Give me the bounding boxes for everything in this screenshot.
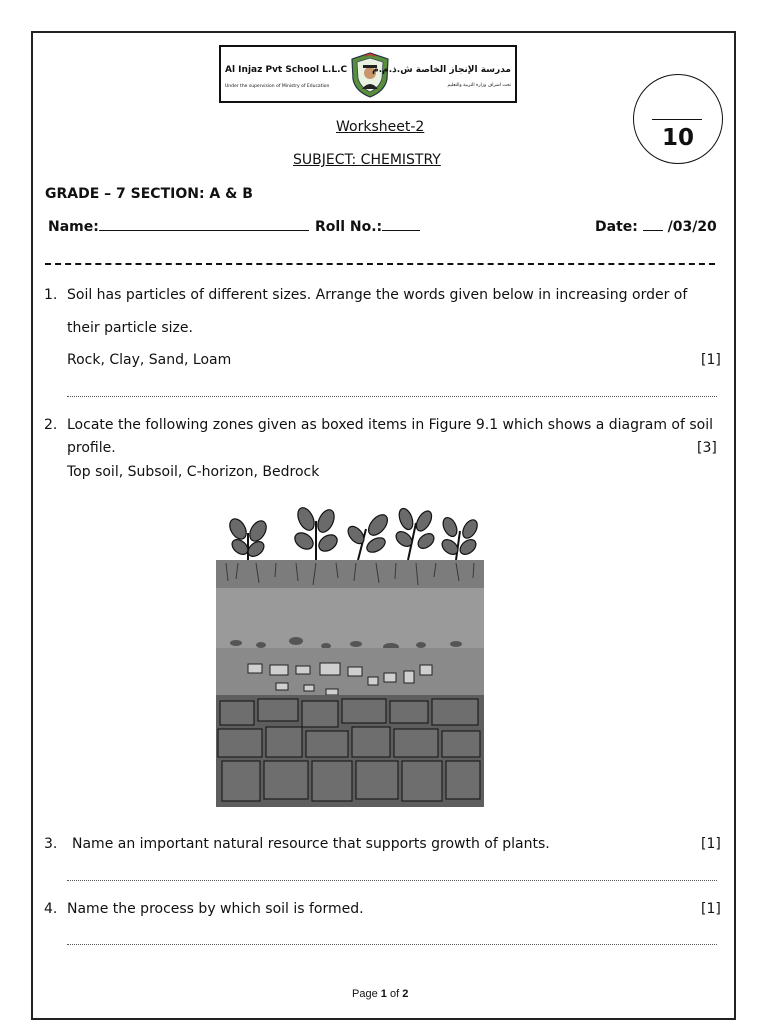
grade-section: GRADE – 7 SECTION: A & B: [45, 186, 253, 202]
q4-answer-line[interactable]: [67, 944, 717, 945]
q4-text: Name the process by which soil is formed.: [67, 901, 364, 917]
score-blank-line: [652, 119, 702, 120]
q2-number: 2.: [44, 417, 58, 433]
school-name-en: Al Injaz Pvt School L.L.C: [225, 65, 348, 75]
subject-title: SUBJECT: CHEMISTRY: [293, 152, 441, 168]
roll-row: [315, 219, 420, 235]
q2-text-line2: profile.: [67, 440, 116, 456]
q1-text-line2: their particle size.: [67, 320, 193, 336]
school-logo-banner: [219, 45, 517, 103]
score-circle: [633, 74, 723, 164]
q3-number: 3.: [44, 836, 58, 852]
subsoil-layer: [216, 588, 484, 648]
school-subtitle-ar: تحت اشراف وزارة التربية والتعليم: [447, 83, 511, 88]
q1-text-line1: Soil has particles of different sizes. Arrange the words given below in increasing order of: [67, 287, 688, 303]
page-current: 1: [380, 988, 387, 1000]
page-of: of: [389, 988, 400, 1000]
date-row: [595, 219, 717, 235]
q3-marks: [1]: [701, 836, 721, 852]
page-total: 2: [402, 988, 409, 1000]
q1-options: Rock, Clay, Sand, Loam: [67, 352, 232, 368]
q2-text-line1: Locate the following zones given as boxed items in Figure 9.1 which shows a diagram of soil: [67, 417, 713, 433]
name-label: Name:: [48, 219, 99, 235]
q4-marks: [1]: [701, 901, 721, 917]
date-day-field[interactable]: [643, 230, 663, 231]
date-label: Date:: [595, 219, 638, 235]
q3-text: Name an important natural resource that supports growth of plants.: [72, 836, 550, 852]
date-value: /03/20: [667, 219, 717, 235]
name-field[interactable]: [99, 230, 309, 231]
score-total: 10: [661, 125, 694, 151]
school-name-ar: مدرسة الإنجاز الخاصة ش.ذ.م.م: [372, 65, 511, 75]
page-word: Page: [352, 988, 378, 1000]
worksheet-title: Worksheet-2: [336, 119, 425, 135]
q4-number: 4.: [44, 901, 58, 917]
q1-marks: [1]: [701, 352, 721, 368]
q1-number: 1.: [44, 287, 58, 303]
q1-answer-line[interactable]: [67, 396, 717, 397]
school-crest-icon: [349, 51, 391, 99]
plants: [226, 505, 480, 560]
school-subtitle-en: Under the supervision of Ministry of Education: [225, 84, 330, 89]
page-number: [352, 988, 408, 1000]
separator-line: [45, 263, 715, 265]
q3-answer-line[interactable]: [67, 880, 717, 881]
soil-profile-figure: [216, 505, 484, 807]
q2-marks: [3]: [697, 440, 717, 456]
q2-options: Top soil, Subsoil, C-horizon, Bedrock: [67, 464, 320, 480]
name-row: [48, 219, 309, 235]
roll-label: Roll No.:: [315, 219, 383, 235]
roll-field[interactable]: [382, 230, 420, 231]
